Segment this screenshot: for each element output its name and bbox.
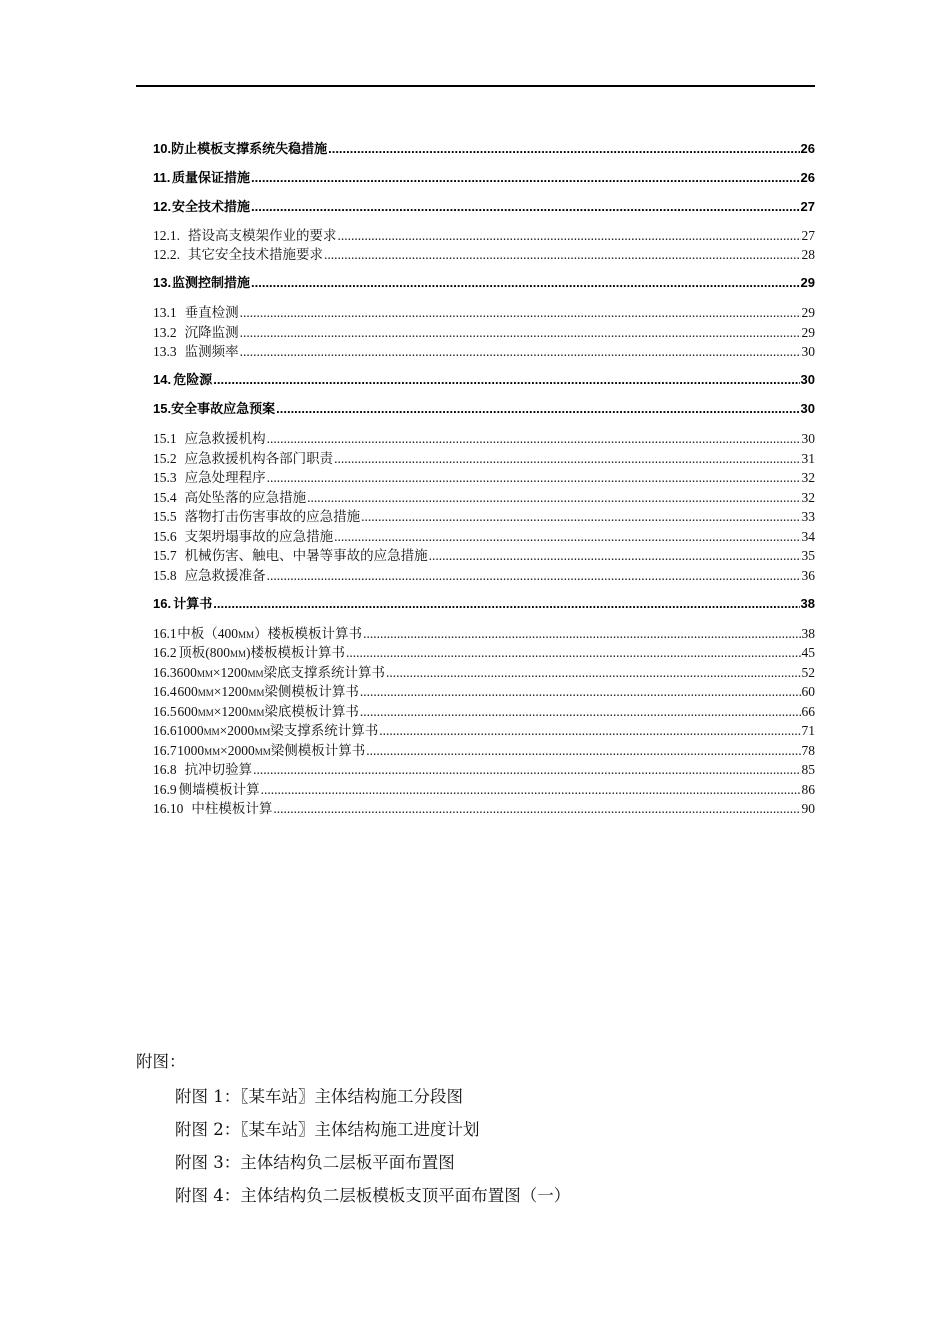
toc-dot-leader xyxy=(324,247,801,263)
toc-entry-title: 其它安全技术措施要求 xyxy=(188,247,323,262)
toc-dot-leader xyxy=(366,743,800,759)
toc-entry[interactable] xyxy=(153,196,815,214)
toc-entry[interactable] xyxy=(153,661,815,679)
toc-entry[interactable] xyxy=(153,525,815,543)
toc-entry[interactable] xyxy=(153,641,815,659)
toc-entry-title: 支架坍塌事故的应急措施 xyxy=(184,529,334,544)
toc-entry-page: 28 xyxy=(801,247,815,262)
toc-entry-number: 15.7 xyxy=(153,548,177,563)
toc-entry[interactable] xyxy=(153,321,815,339)
toc-entry-number: 16.9 xyxy=(153,782,177,797)
toc-entry-title: 1000MM×2000MM梁侧模板计算书 xyxy=(177,743,366,758)
toc-entry[interactable] xyxy=(153,758,815,776)
toc-dot-leader xyxy=(338,228,801,244)
toc-dot-leader xyxy=(261,782,801,798)
toc-dot-leader xyxy=(429,548,801,564)
toc-dot-leader xyxy=(273,801,800,817)
toc-entry-page: 29 xyxy=(800,275,815,290)
header-rule xyxy=(136,85,815,87)
toc-dot-leader xyxy=(276,401,799,416)
toc-entry-number: 10. xyxy=(153,141,172,156)
toc-entry-title: 1000MM×2000MM梁支撑系统计算书 xyxy=(176,723,379,738)
toc-entry-number: 16.4 xyxy=(153,684,177,699)
toc-entry-number: 15.2 xyxy=(153,451,177,466)
toc-entry-number: 16.1 xyxy=(153,626,177,641)
toc-entry-number: 13.3 xyxy=(153,344,177,359)
toc-entry-page: 31 xyxy=(801,451,815,466)
toc-entry-number: 16.8 xyxy=(153,762,177,777)
toc-entry-number: 16.7 xyxy=(153,743,177,758)
toc-entry[interactable] xyxy=(153,340,815,358)
toc-entry-number: 15.4 xyxy=(153,490,177,505)
toc-entry-number: 12. xyxy=(153,199,172,214)
toc-dot-leader xyxy=(334,529,800,545)
appendix-heading: 附图： xyxy=(136,1052,186,1071)
toc-entry-page: 33 xyxy=(801,509,815,524)
toc-dot-leader xyxy=(386,665,800,681)
toc-entry-title: 应急处理程序 xyxy=(184,470,266,485)
toc-entry-title: 监测控制措施 xyxy=(171,275,250,290)
toc-entry[interactable] xyxy=(153,544,815,562)
toc-dot-leader xyxy=(267,470,801,486)
toc-entry-page: 32 xyxy=(801,490,815,505)
appendix-item: 附图 4：主体结构负二层板模板支顶平面布置图（一） xyxy=(175,1186,571,1205)
toc-entry-title: 搭设高支模架作业的要求 xyxy=(188,228,337,243)
toc-entry[interactable] xyxy=(153,797,815,815)
toc-entry-number: 14. xyxy=(153,372,172,387)
appendix-item: 附图 2：〖某车站〗主体结构施工进度计划 xyxy=(175,1120,480,1139)
toc-entry-page: 30 xyxy=(801,344,815,359)
toc-entry-page: 29 xyxy=(801,325,815,340)
toc-dot-leader xyxy=(251,199,800,214)
toc-entry-number: 12.2. xyxy=(153,247,180,262)
toc-entry-number: 13.1 xyxy=(153,305,177,320)
toc-entry[interactable] xyxy=(153,243,815,261)
toc-dot-leader xyxy=(253,762,800,778)
toc-entry-title: 垂直检测 xyxy=(184,305,239,320)
toc-entry-title: 防止模板支撑系统失稳措施 xyxy=(171,141,328,156)
toc-entry[interactable] xyxy=(153,564,815,582)
toc-entry-title: 安全技术措施 xyxy=(171,199,250,214)
toc-entry-number: 16.5 xyxy=(153,704,177,719)
toc-entry[interactable] xyxy=(153,700,815,718)
toc-entry-page: 30 xyxy=(800,401,815,416)
toc-entry-number: 15.3 xyxy=(153,470,177,485)
toc-entry-page: 30 xyxy=(800,372,815,387)
toc-entry-number: 16. xyxy=(153,596,172,611)
toc-dot-leader xyxy=(240,305,801,321)
toc-entry-title: 抗冲切验算 xyxy=(184,762,253,777)
toc-dot-leader xyxy=(363,626,800,642)
toc-entry-page: 35 xyxy=(801,548,815,563)
toc-entry[interactable] xyxy=(153,398,815,416)
toc-entry[interactable] xyxy=(153,739,815,757)
toc-entry-title: 600MM×1200MM梁底模板计算书 xyxy=(177,704,359,719)
toc-entry[interactable] xyxy=(153,427,815,445)
toc-entry-page: 30 xyxy=(801,431,815,446)
toc-entry[interactable] xyxy=(153,486,815,504)
toc-entry-page: 26 xyxy=(800,141,815,156)
toc-entry-number: 15.5 xyxy=(153,509,177,524)
toc-entry-title: 应急救援准备 xyxy=(184,568,266,583)
toc-dot-leader xyxy=(240,344,801,360)
toc-entry-number: 15.1 xyxy=(153,431,177,446)
toc-entry-page: 34 xyxy=(801,529,815,544)
toc-entry[interactable] xyxy=(153,224,815,242)
toc-dot-leader xyxy=(307,490,800,506)
toc-entry-page: 29 xyxy=(801,305,815,320)
toc-entry-number: 11. xyxy=(153,170,171,185)
toc-entry-page: 71 xyxy=(801,723,815,738)
toc-dot-leader xyxy=(328,141,799,156)
toc-entry-title: 机械伤害、触电、中暑等事故的应急措施 xyxy=(184,548,428,563)
toc-entry-title: 中柱模板计算 xyxy=(191,801,273,816)
toc-dot-leader xyxy=(267,431,801,447)
toc-entry-title: 600MM×1200MM梁底支撑系统计算书 xyxy=(176,665,386,680)
toc-entry-title: 600MM×1200MM梁侧模板计算书 xyxy=(177,684,359,699)
toc-entry[interactable] xyxy=(153,622,815,640)
toc-entry[interactable] xyxy=(153,466,815,484)
toc-entry-page: 60 xyxy=(801,684,815,699)
toc-entry[interactable] xyxy=(153,719,815,737)
toc-dot-leader xyxy=(267,568,801,584)
toc-entry[interactable] xyxy=(153,301,815,319)
toc-dot-leader xyxy=(334,451,800,467)
toc-entry-title: 监测频率 xyxy=(184,344,239,359)
toc-entry-page: 38 xyxy=(800,596,815,611)
toc-entry-title: 顶板(800MM)楼板模板计算书 xyxy=(178,645,346,660)
toc-entry-title: 质量保证措施 xyxy=(171,170,250,185)
toc-entry-title: 计算书 xyxy=(173,596,213,611)
appendix-item: 附图 1：〖某车站〗主体结构施工分段图 xyxy=(175,1087,463,1106)
toc-entry[interactable] xyxy=(153,593,815,611)
toc-entry-title: 侧墙模板计算 xyxy=(178,782,260,797)
toc-entry-page: 26 xyxy=(800,170,815,185)
toc-entry-page: 27 xyxy=(800,199,815,214)
toc-entry[interactable] xyxy=(153,272,815,290)
toc-entry-number: 16.10 xyxy=(153,801,184,816)
toc-entry[interactable] xyxy=(153,680,815,698)
toc-entry-page: 36 xyxy=(801,568,815,583)
toc-dot-leader xyxy=(251,170,800,185)
toc-entry-title: 高处坠落的应急措施 xyxy=(184,490,307,505)
toc-entry[interactable] xyxy=(153,138,815,156)
toc-entry-title: 危险源 xyxy=(173,372,213,387)
toc-entry-title: 沉降监测 xyxy=(184,325,239,340)
toc-dot-leader xyxy=(240,325,801,341)
toc-dot-leader xyxy=(213,372,799,387)
appendix-item: 附图 3：主体结构负二层板平面布置图 xyxy=(175,1153,455,1172)
toc-entry-title: 应急救援机构各部门职责 xyxy=(184,451,334,466)
toc-entry-number: 16.2 xyxy=(153,645,177,660)
toc-entry-number: 15.8 xyxy=(153,568,177,583)
toc-entry-page: 52 xyxy=(801,665,815,680)
toc-entry[interactable] xyxy=(153,778,815,796)
toc-entry-page: 85 xyxy=(801,762,815,777)
toc-dot-leader xyxy=(379,723,800,739)
toc-entry[interactable] xyxy=(153,167,815,185)
toc-entry-page: 27 xyxy=(801,228,815,243)
toc-entry-page: 78 xyxy=(801,743,815,758)
toc-entry-title: 安全事故应急预案 xyxy=(171,401,276,416)
toc-entry-number: 15. xyxy=(153,401,172,416)
toc-entry-number: 13. xyxy=(153,275,172,290)
toc-entry-page: 66 xyxy=(801,704,815,719)
toc-entry-title: 落物打击伤害事故的应急措施 xyxy=(184,509,361,524)
toc-entry-title: 中板（400MM）楼板模板计算书 xyxy=(177,626,363,641)
toc-dot-leader xyxy=(361,509,800,525)
toc-dot-leader xyxy=(360,704,801,720)
toc-entry[interactable] xyxy=(153,505,815,523)
toc-entry-number: 12.1. xyxy=(153,228,180,243)
toc-entry-page: 90 xyxy=(801,801,815,816)
toc-entry[interactable] xyxy=(153,369,815,387)
toc-entry-page: 86 xyxy=(801,782,815,797)
toc-dot-leader xyxy=(213,596,799,611)
toc-entry-title: 应急救援机构 xyxy=(184,431,266,446)
toc-dot-leader xyxy=(251,275,800,290)
toc-entry[interactable] xyxy=(153,447,815,465)
toc-entry-page: 45 xyxy=(801,645,815,660)
toc-entry-number: 16.6 xyxy=(153,723,177,738)
toc-entry-page: 38 xyxy=(801,626,815,641)
toc-dot-leader xyxy=(360,684,801,700)
toc-entry-number: 15.6 xyxy=(153,529,177,544)
toc-entry-page: 32 xyxy=(801,470,815,485)
toc-entry-number: 16.3 xyxy=(153,665,177,680)
toc-entry-number: 13.2 xyxy=(153,325,177,340)
toc-dot-leader xyxy=(346,645,800,661)
